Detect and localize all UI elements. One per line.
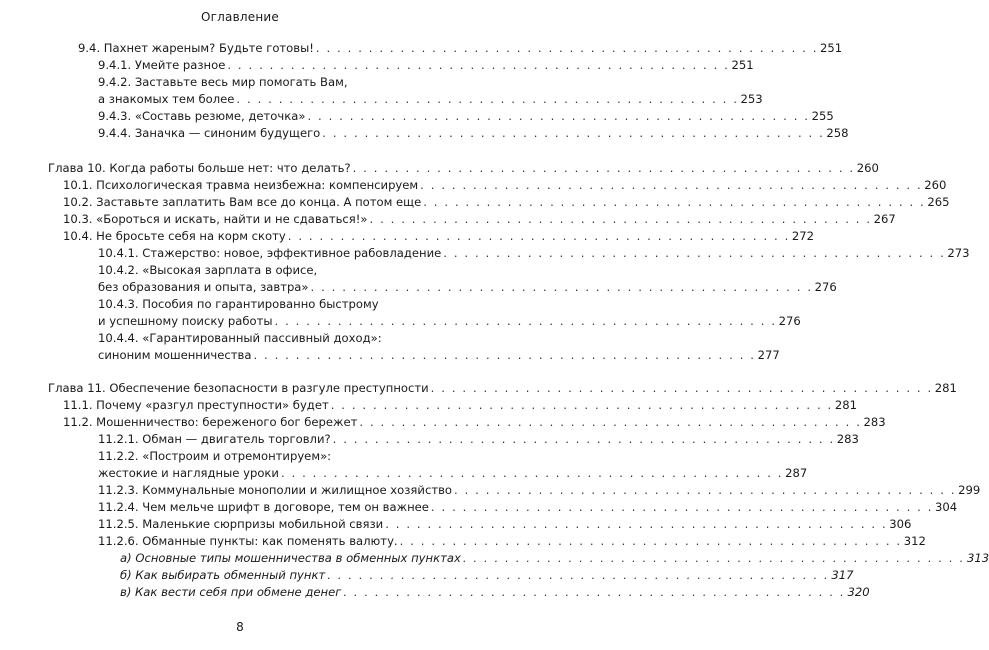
toc-entry-title-line: 9.4.2. Заставьте весь мир помогать Вам, — [98, 75, 348, 89]
toc-chapter-entry[interactable] — [48, 380, 957, 397]
page-header-title: Оглавление — [201, 10, 279, 24]
toc-entry[interactable] — [98, 499, 958, 516]
toc-entry-title: 10.4.1. Стажерство: новое, эффективное рабовладение — [98, 246, 442, 260]
toc-entry[interactable] — [98, 125, 849, 142]
toc-dot-leader: . . . . . . . . . . . . . . . . . . . . . . . . . . . . . . . . . . . . . . . . . . . . . . . . — [423, 195, 926, 209]
toc-entry-page: 313 — [966, 551, 989, 565]
toc-dot-leader: . . . . . . . . . . . . . . . . . . . . . . . . . . . . . . . . . . . . . . . . . . . . . . . . — [420, 178, 923, 192]
toc-entry[interactable] — [98, 533, 926, 550]
toc-entry-title-line: 10.4.2. «Высокая зарплата в офисе, — [98, 263, 318, 277]
toc-subentry[interactable] — [120, 584, 870, 601]
toc-entry-title: 11.2.6. Обманные пункты: как поменять валюту. — [98, 534, 398, 548]
toc-entry-page: 265 — [927, 195, 950, 209]
toc-dot-leader: . . . . . . . . . . . . . . . . . . . . . . . . . . . . . . . . . . . . . . . . . . . . . . . . — [430, 381, 933, 395]
toc-dot-leader: . . . . . . . . . . . . . . . . . . . . . . . . . . . . . . . . . . . . . . . . . . . . . . . . — [343, 585, 846, 599]
toc-entry-page: 312 — [903, 534, 926, 548]
toc-entry-page: 287 — [785, 466, 808, 480]
toc-subentry[interactable] — [120, 550, 989, 567]
page-number: 8 — [236, 620, 244, 634]
toc-dot-leader: . . . . . . . . . . . . . . . . . . . . . . . . . . . . . . . . . . . . . . . . . . . . . . . . — [430, 500, 934, 514]
toc-dot-leader: . . . . . . . . . . . . . . . . . . . . . . . . . . . . . . . . . . . . . . . . . . . . . . . . — [315, 41, 819, 55]
toc-entry-title: 9.4.1. Умейте разное — [98, 58, 226, 72]
toc-entry-page: 281 — [834, 398, 857, 412]
toc-entry-page: 267 — [873, 212, 896, 226]
toc-dot-leader: . . . . . . . . . . . . . . . . . . . . . . . . . . . . . . . . . . . . . . . . . . . . . . . . — [443, 246, 946, 260]
toc-entry-page: 299 — [958, 483, 981, 497]
toc-entry-title: 9.4.3. «Составь резюме, деточка» — [98, 109, 306, 123]
toc-entry-page: 258 — [826, 126, 849, 140]
toc-entry-page: 272 — [791, 229, 815, 243]
toc-entry-title: и успешному поиску работы — [98, 314, 273, 328]
toc-entry[interactable] — [98, 516, 912, 533]
toc-entry-title-line: 10.4.3. Пособия по гарантированно быстрому — [98, 297, 379, 311]
toc-entry-title-line: 10.4.4. «Гарантированный пассивный доход»: — [98, 331, 382, 345]
toc-dot-leader: . . . . . . . . . . . . . . . . . . . . . . . . . . . . . . . . . . . . . . . . . . . . . . . . — [236, 92, 739, 106]
toc-entry-page: 273 — [947, 246, 970, 260]
toc-entry-page: 276 — [778, 314, 801, 328]
toc-entry[interactable] — [98, 91, 763, 108]
toc-entry-title: Глава 11. Обеспечение безопасности в разгуле преступности — [48, 381, 429, 395]
toc-dot-leader: . . . . . . . . . . . . . . . . . . . . . . . . . . . . . . . . . . . . . . . . . . . . . . . . — [307, 109, 810, 123]
toc-entry[interactable] — [98, 313, 801, 330]
toc-entry[interactable] — [63, 194, 950, 211]
toc-entry-title: 10.3. «Бороться и искать, найти и не сдаваться!» — [63, 212, 368, 226]
toc-entry[interactable] — [63, 228, 815, 245]
toc-entry-page: 317 — [831, 568, 854, 582]
toc-entry-title: 11.2.5. Маленькие сюрпризы мобильной связи — [98, 517, 384, 531]
toc-entry-title: б) Как выбирать обменный пункт — [120, 568, 326, 582]
toc-entry-page: 251 — [731, 58, 754, 72]
toc-entry-title: 10.1. Психологическая травма неизбежна: компенсируем — [63, 178, 419, 192]
toc-entry-page: 277 — [757, 348, 780, 362]
toc-entry-page: 304 — [935, 500, 958, 514]
toc-dot-leader: . . . . . . . . . . . . . . . . . . . . . . . . . . . . . . . . . . . . . . . . . . . . . . . . — [385, 517, 888, 531]
toc-entry-title: 11.2.1. Обман — двигатель торговли? — [98, 432, 331, 446]
toc-dot-leader: . . . . . . . . . . . . . . . . . . . . . . . . . . . . . . . . . . . . . . . . . . . . . . . . — [369, 212, 872, 226]
toc-subentry[interactable] — [120, 567, 854, 584]
toc-entry-title: 11.2. Мошенничество: береженого бог бережет — [63, 415, 358, 429]
toc-entry[interactable] — [98, 279, 837, 296]
toc-entry[interactable] — [78, 40, 843, 57]
toc-dot-leader: . . . . . . . . . . . . . . . . . . . . . . . . . . . . . . . . . . . . . . . . . . . . . . . . — [227, 58, 730, 72]
toc-entry[interactable] — [98, 431, 859, 448]
toc-entry-title: в) Как вести себя при обмене денег — [120, 585, 342, 599]
toc-entry-title: без образования и опыта, завтра» — [98, 280, 309, 294]
toc-entry-title: а) Основные типы мошенничества в обменных пунктах — [120, 551, 461, 565]
toc-entry-title: 11.2.4. Чем мельче шрифт в договоре, тем он важнее — [98, 500, 429, 514]
toc-entry-title: 9.4. Пахнет жареным? Будьте готовы! — [78, 41, 314, 55]
toc-entry-page: 306 — [889, 517, 912, 531]
toc-dot-leader: . . . . . . . . . . . . . . . . . . . . . . . . . . . . . . . . . . . . . . . . . . . . . . . . — [287, 229, 790, 243]
toc-entry[interactable] — [98, 482, 981, 499]
toc-entry-title: 10.2. Заставьте заплатить Вам все до конца. А потом еще — [63, 195, 422, 209]
toc-entry-page: 281 — [934, 381, 957, 395]
toc-dot-leader: . . . . . . . . . . . . . . . . . . . . . . . . . . . . . . . . . . . . . . . . . . . . . . . . — [280, 466, 784, 480]
toc-chapter-entry[interactable] — [48, 160, 879, 177]
toc-dot-leader: . . . . . . . . . . . . . . . . . . . . . . . . . . . . . . . . . . . . . . . . . . . . . . . . — [253, 348, 756, 362]
toc-dot-leader: . . . . . . . . . . . . . . . . . . . . . . . . . . . . . . . . . . . . . . . . . . . . . . . . — [330, 398, 833, 412]
toc-dot-leader: . . . . . . . . . . . . . . . . . . . . . . . . . . . . . . . . . . . . . . . . . . . . . . . . — [359, 415, 862, 429]
toc-entry-page: 253 — [740, 92, 763, 106]
toc-dot-leader: . . . . . . . . . . . . . . . . . . . . . . . . . . . . . . . . . . . . . . . . . . . . . . . . — [399, 534, 902, 548]
toc-entry-page: 276 — [814, 280, 837, 294]
toc-entry-page: 283 — [863, 415, 886, 429]
toc-entry[interactable] — [98, 245, 970, 262]
toc-entry[interactable] — [98, 57, 754, 74]
toc-entry-title: 10.4. Не бросьте себя на корм скоту — [63, 229, 286, 243]
toc-entry-title: синоним мошенничества — [98, 348, 252, 362]
toc-entry-title: 11.1. Почему «разгул преступности» будет — [63, 398, 329, 412]
toc-entry-page: 255 — [811, 109, 834, 123]
toc-dot-leader: . . . . . . . . . . . . . . . . . . . . . . . . . . . . . . . . . . . . . . . . . . . . . . . . — [462, 551, 965, 565]
toc-dot-leader: . . . . . . . . . . . . . . . . . . . . . . . . . . . . . . . . . . . . . . . . . . . . . . . . — [332, 432, 835, 446]
toc-entry[interactable] — [63, 211, 896, 228]
toc-entry-title: Глава 10. Когда работы больше нет: что делать? — [48, 161, 351, 175]
toc-entry-title: 9.4.4. Заначка — синоним будущего — [98, 126, 321, 140]
toc-entry[interactable] — [63, 177, 947, 194]
toc-entry-title: жестокие и наглядные уроки — [98, 466, 279, 480]
toc-entry[interactable] — [63, 414, 886, 431]
toc-dot-leader: . . . . . . . . . . . . . . . . . . . . . . . . . . . . . . . . . . . . . . . . . . . . . . . . — [454, 483, 957, 497]
toc-entry-title-line: 11.2.2. «Построим и отремонтируем»: — [98, 449, 332, 463]
toc-entry-page: 320 — [847, 585, 870, 599]
toc-dot-leader: . . . . . . . . . . . . . . . . . . . . . . . . . . . . . . . . . . . . . . . . . . . . . . . . — [322, 126, 825, 140]
toc-entry[interactable] — [63, 397, 857, 414]
toc-dot-leader: . . . . . . . . . . . . . . . . . . . . . . . . . . . . . . . . . . . . . . . . . . . . . . . . — [274, 314, 777, 328]
toc-entry[interactable] — [98, 108, 834, 125]
toc-entry-page: 260 — [856, 161, 879, 175]
toc-entry-title: а знакомых тем более — [98, 92, 235, 106]
toc-entry[interactable] — [98, 465, 808, 482]
toc-entry-page: 260 — [924, 178, 947, 192]
toc-entry-page: 251 — [820, 41, 843, 55]
toc-entry-page: 283 — [836, 432, 859, 446]
toc-entry[interactable] — [98, 347, 780, 364]
toc-dot-leader: . . . . . . . . . . . . . . . . . . . . . . . . . . . . . . . . . . . . . . . . . . . . . . . . — [327, 568, 830, 582]
toc-dot-leader: . . . . . . . . . . . . . . . . . . . . . . . . . . . . . . . . . . . . . . . . . . . . . . . . — [310, 280, 813, 294]
toc-dot-leader: . . . . . . . . . . . . . . . . . . . . . . . . . . . . . . . . . . . . . . . . . . . . . . . . — [352, 161, 855, 175]
toc-entry-title: 11.2.3. Коммунальные монополии и жилищное хозяйство — [98, 483, 452, 497]
